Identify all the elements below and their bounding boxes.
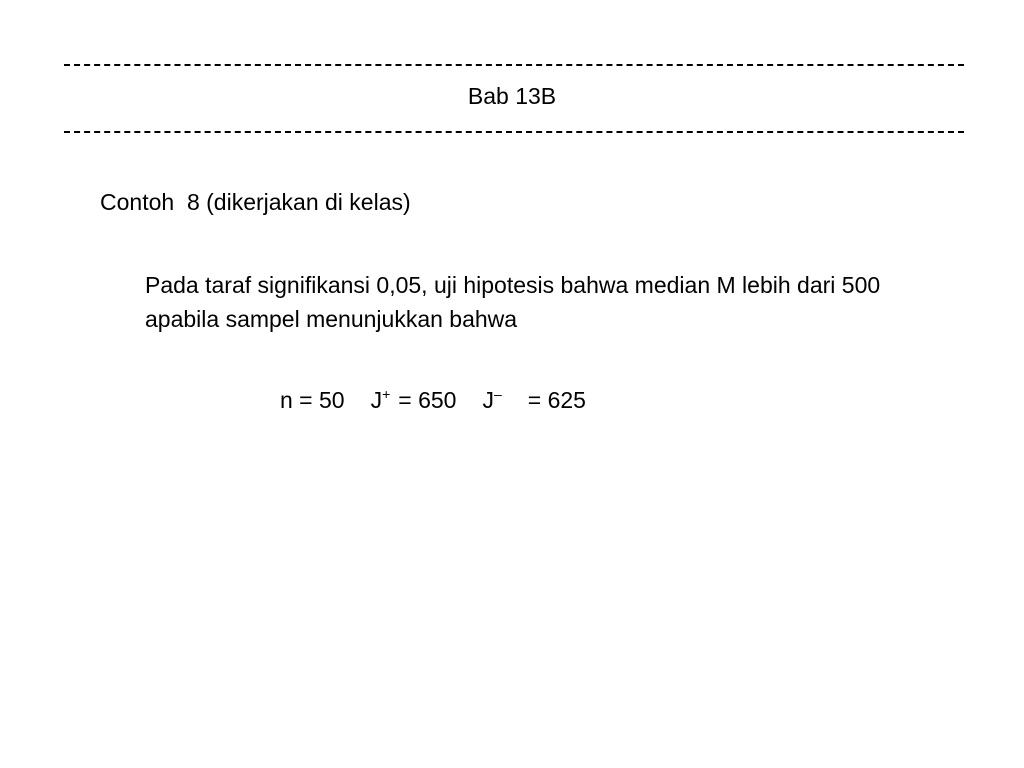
example-heading: Contoh 8 (dikerjakan di kelas)	[100, 189, 411, 215]
j-plus-letter: J	[370, 387, 383, 413]
j-plus-value: = 650	[398, 387, 457, 413]
bottom-dashed-separator	[64, 131, 964, 133]
j-minus-letter: J	[482, 387, 494, 413]
j-plus-superscript: +	[382, 386, 391, 402]
problem-statement: Pada taraf signifikansi 0,05, uji hipotesis bahwa median M lebih dari 500 apabila sampel menunjukkan bahwa	[145, 272, 881, 332]
j-minus-symbol	[482, 384, 501, 416]
j-plus-symbol	[371, 384, 391, 416]
j-minus-superscript: –	[493, 386, 502, 402]
top-dashed-separator	[64, 64, 964, 66]
sample-size: n = 50	[280, 387, 345, 413]
formula-row	[280, 384, 586, 416]
chapter-title: Bab 13B	[467, 83, 557, 109]
j-minus-value: = 625	[527, 387, 586, 413]
